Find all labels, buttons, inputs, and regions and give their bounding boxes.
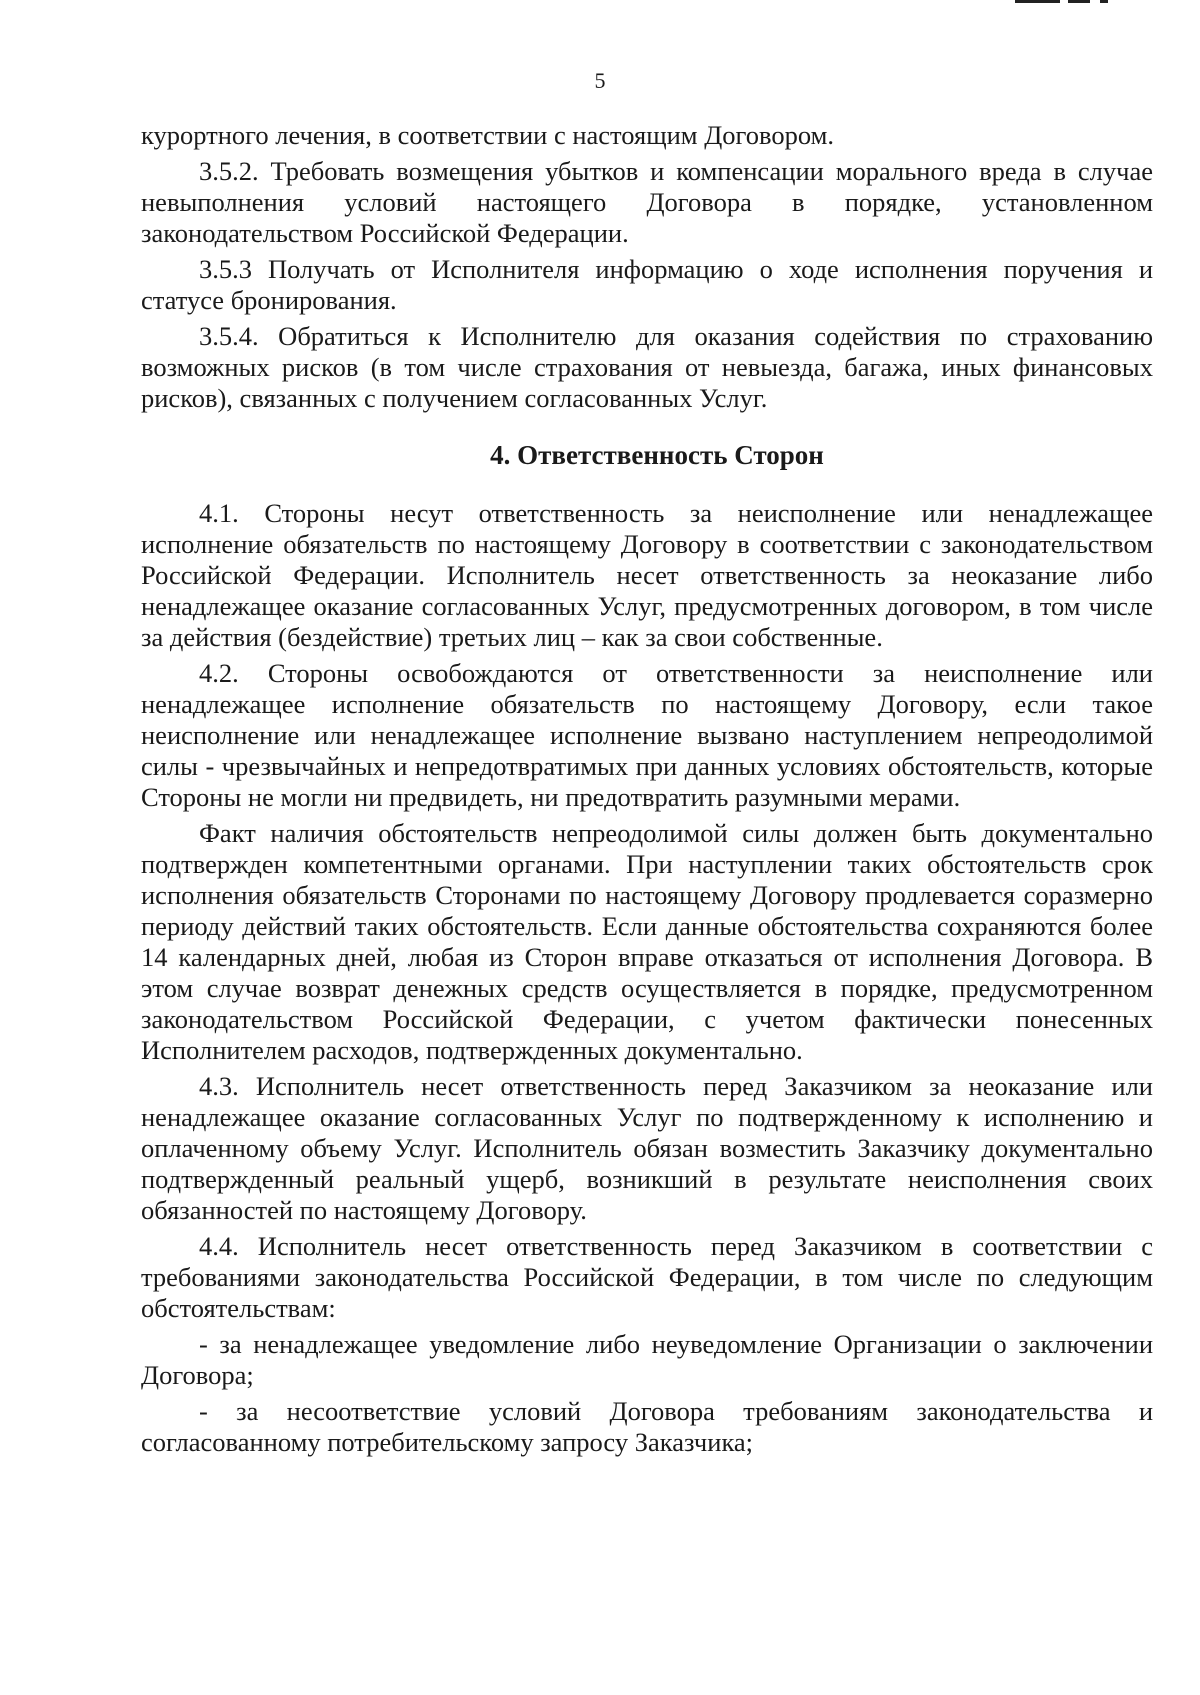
list-item: - за ненадлежащее уведомление либо неуведомление Организации о заключении Договора; bbox=[141, 1329, 1153, 1390]
paragraph-3-5-4: 3.5.4. Обратиться к Исполнителю для оказания содействия по страхованию возможных рисков (в том числе страхования от невыезда, багажа, иных финансовых рисков), связанных с получением согласованных Услуг. bbox=[141, 321, 1153, 413]
paragraph-4-4: 4.4. Исполнитель несет ответственность перед Заказчиком в соответствии с требованиями законодательства Российской Федерации, в том числе по следующим обстоятельствам: bbox=[141, 1231, 1153, 1323]
paragraph-3-5-3: 3.5.3 Получать от Исполнителя информацию о ходе исполнения поручения и статусе бронирования. bbox=[141, 254, 1153, 315]
section-heading: 4. Ответственность Сторон bbox=[490, 440, 824, 470]
scan-artifact-line bbox=[1068, 0, 1090, 3]
page-number: 5 bbox=[594, 68, 606, 93]
scan-artifact-line bbox=[1100, 0, 1108, 3]
scan-artifact-line bbox=[1015, 0, 1060, 3]
paragraph-force-majeure: Факт наличия обстоятельств непреодолимой силы должен быть документально подтвержден компетентными органами. При наступлении таких обстоятельств срок исполнения обязательств Сторонами по настоящему Договору продлевается соразмерно периоду действий таких обстоятельств. Если данные обстоятельства сохраняются более 14 календарных дней, любая из Сторон вправе отказаться от исполнения Договора. В этом случае возврат денежных средств осуществляется в порядке, предусмотренном законодательством Российской Федерации, с учетом фактически понесенных Исполнителем расходов, подтвержденных документально. bbox=[141, 818, 1153, 1065]
paragraph-4-1: 4.1. Стороны несут ответственность за неисполнение или ненадлежащее исполнение обязательств по настоящему Договору в соответствии с законодательством Российской Федерации. Исполнитель несет ответственность за неоказание либо ненадлежащее оказание согласованных Услуг, предусмотренных договором, в том числе за действия (бездействие) третьих лиц – как за свои собственные. bbox=[141, 498, 1153, 652]
list-item: - за несоответствие условий Договора требованиям законодательства и согласованному потребительскому запросу Заказчика; bbox=[141, 1396, 1153, 1457]
paragraph-4-2: 4.2. Стороны освобождаются от ответственности за неисполнение или ненадлежащее исполнение обязательств по настоящему Договору, если такое неисполнение или ненадлежащее исполнение вызвано наступлением непреодолимой силы - чрезвычайных и непредотвратимых при данных условиях обстоятельств, которые Стороны не могли ни предвидеть, ни предотвратить разумными мерами. bbox=[141, 658, 1153, 812]
document-body bbox=[141, 120, 1153, 1463]
paragraph-4-3: 4.3. Исполнитель несет ответственность перед Заказчиком за неоказание или ненадлежащее оказание согласованных Услуг по подтвержденному к исполнению и оплаченному объему Услуг. Исполнитель обязан возместить Заказчику документально подтвержденный реальный ущерб, возникший в результате неисполнения своих обязанностей по настоящему Договору. bbox=[141, 1071, 1153, 1225]
paragraph-continuation: курортного лечения, в соответствии с настоящим Договором. bbox=[141, 120, 834, 150]
paragraph-3-5-2: 3.5.2. Требовать возмещения убытков и компенсации морального вреда в случае невыполнения условий настоящего Договора в порядке, установленном законодательством Российской Федерации. bbox=[141, 156, 1153, 248]
